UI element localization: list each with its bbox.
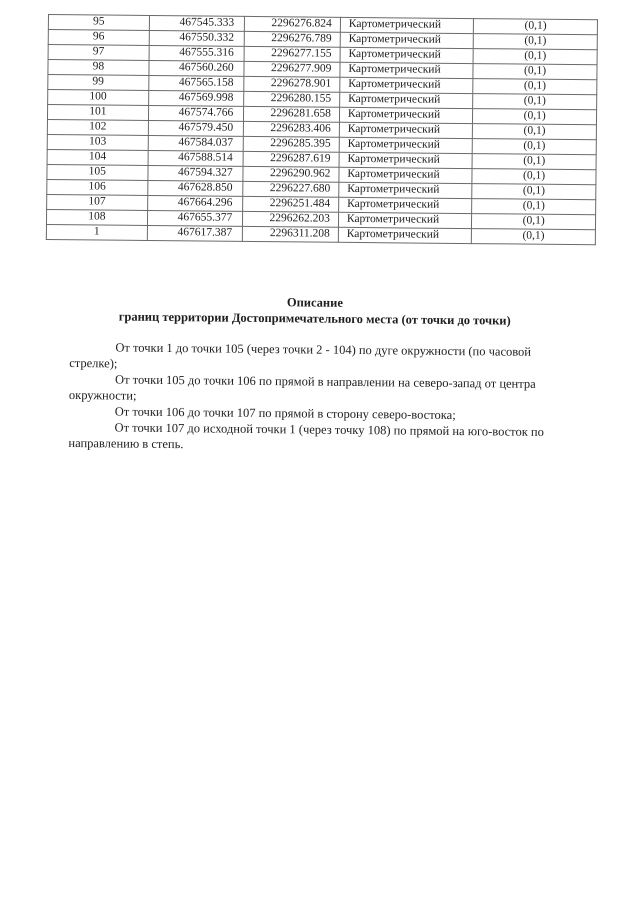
description-body bbox=[68, 339, 559, 456]
y-coordinate-cell: 2296262.203 bbox=[243, 211, 339, 227]
boundary-description bbox=[68, 292, 560, 456]
method-cell: Картометрический bbox=[339, 182, 473, 198]
accuracy-cell: (0,1) bbox=[473, 109, 597, 125]
description-paragraph: От точки 106 до точки 107 по прямой в сторону северо-востока; bbox=[114, 404, 456, 423]
y-coordinate-cell: 2296277.909 bbox=[244, 61, 340, 77]
method-cell: Картометрический bbox=[338, 212, 472, 228]
x-coordinate-cell: 467560.260 bbox=[149, 60, 245, 76]
description-paragraph: От точки 1 до точки 105 (через точки 2 - 104) по дуге окружности (по часовой стрелке); bbox=[69, 340, 532, 371]
accuracy-cell: (0,1) bbox=[473, 124, 597, 140]
point-number-cell: 102 bbox=[47, 119, 148, 135]
method-cell: Картометрический bbox=[340, 62, 474, 78]
method-cell: Картометрический bbox=[338, 227, 472, 243]
y-coordinate-cell: 2296281.658 bbox=[244, 106, 340, 122]
accuracy-cell: (0,1) bbox=[472, 139, 596, 155]
accuracy-cell: (0,1) bbox=[472, 199, 596, 215]
point-number-cell: 96 bbox=[48, 30, 149, 46]
x-coordinate-cell: 467664.296 bbox=[147, 195, 243, 211]
method-cell: Картометрический bbox=[339, 167, 473, 183]
y-coordinate-cell: 2296285.395 bbox=[243, 136, 339, 152]
point-number-cell: 108 bbox=[46, 209, 147, 225]
y-coordinate-cell: 2296290.962 bbox=[243, 166, 339, 182]
method-cell: Картометрический bbox=[339, 122, 473, 138]
y-coordinate-cell: 2296277.155 bbox=[244, 46, 340, 62]
x-coordinate-cell: 467550.332 bbox=[149, 30, 245, 46]
point-number-cell: 97 bbox=[48, 45, 149, 61]
y-coordinate-cell: 2296251.484 bbox=[243, 196, 339, 212]
x-coordinate-cell: 467584.037 bbox=[148, 135, 244, 151]
point-number-cell: 1 bbox=[46, 224, 147, 240]
method-cell: Картометрический bbox=[340, 77, 474, 93]
point-number-cell: 106 bbox=[47, 179, 148, 195]
y-coordinate-cell: 2296276.789 bbox=[244, 31, 340, 47]
description-paragraph: От точки 107 до исходной точки 1 (через точку 108) по прямой на юго-восток по направлению в степь. bbox=[68, 420, 544, 452]
accuracy-cell: (0,1) bbox=[473, 34, 597, 50]
x-coordinate-cell: 467655.377 bbox=[147, 210, 243, 226]
accuracy-cell: (0,1) bbox=[472, 229, 596, 245]
method-cell: Картометрический bbox=[340, 92, 474, 108]
accuracy-cell: (0,1) bbox=[472, 154, 596, 170]
method-cell: Картометрический bbox=[339, 152, 473, 168]
method-cell: Картометрический bbox=[339, 197, 473, 213]
method-cell: Картометрический bbox=[339, 107, 473, 123]
y-coordinate-cell: 2296287.619 bbox=[243, 151, 339, 167]
accuracy-cell: (0,1) bbox=[473, 49, 597, 65]
x-coordinate-cell: 467565.158 bbox=[148, 75, 244, 91]
point-number-cell: 100 bbox=[48, 90, 149, 106]
accuracy-cell: (0,1) bbox=[473, 64, 597, 80]
method-cell: Картометрический bbox=[339, 137, 473, 153]
x-coordinate-cell: 467545.333 bbox=[149, 15, 245, 31]
point-number-cell: 107 bbox=[47, 194, 148, 210]
point-number-cell: 105 bbox=[47, 164, 148, 180]
description-paragraph: От точки 105 до точки 106 по прямой в направлении на северо-запад от центра окружности; bbox=[68, 372, 536, 403]
y-coordinate-cell: 2296278.901 bbox=[244, 76, 340, 92]
point-number-cell: 95 bbox=[48, 15, 149, 31]
method-cell: Картометрический bbox=[340, 32, 474, 48]
point-number-cell: 98 bbox=[48, 60, 149, 76]
accuracy-cell: (0,1) bbox=[472, 184, 596, 200]
method-cell: Картометрический bbox=[340, 17, 474, 33]
accuracy-cell: (0,1) bbox=[472, 169, 596, 185]
method-cell: Картометрический bbox=[340, 47, 474, 63]
x-coordinate-cell: 467579.450 bbox=[148, 120, 244, 136]
x-coordinate-cell: 467574.766 bbox=[148, 105, 244, 121]
point-number-cell: 104 bbox=[47, 149, 148, 165]
x-coordinate-cell: 467555.316 bbox=[149, 45, 245, 61]
y-coordinate-cell: 2296311.208 bbox=[243, 226, 339, 242]
y-coordinate-cell: 2296276.824 bbox=[245, 16, 341, 32]
point-number-cell: 103 bbox=[47, 134, 148, 150]
x-coordinate-cell: 467588.514 bbox=[148, 150, 244, 166]
y-coordinate-cell: 2296280.155 bbox=[244, 91, 340, 107]
x-coordinate-cell: 467617.387 bbox=[147, 225, 243, 241]
x-coordinate-cell: 467628.850 bbox=[147, 180, 243, 196]
point-number-cell: 99 bbox=[48, 75, 149, 91]
accuracy-cell: (0,1) bbox=[473, 79, 597, 95]
accuracy-cell: (0,1) bbox=[474, 19, 598, 35]
accuracy-cell: (0,1) bbox=[472, 214, 596, 230]
x-coordinate-cell: 467569.998 bbox=[148, 90, 244, 106]
point-number-cell: 101 bbox=[47, 105, 148, 121]
x-coordinate-cell: 467594.327 bbox=[148, 165, 244, 181]
description-title bbox=[70, 292, 560, 329]
accuracy-cell: (0,1) bbox=[473, 94, 597, 110]
y-coordinate-cell: 2296283.406 bbox=[244, 121, 340, 137]
y-coordinate-cell: 2296227.680 bbox=[243, 181, 339, 197]
description-title-line2: границ территории Достопримечательного места (от точки до точки) bbox=[118, 309, 511, 328]
coordinates-table-body bbox=[46, 15, 597, 245]
description-title-line1: Описание bbox=[286, 295, 343, 310]
coordinates-table bbox=[46, 14, 598, 245]
